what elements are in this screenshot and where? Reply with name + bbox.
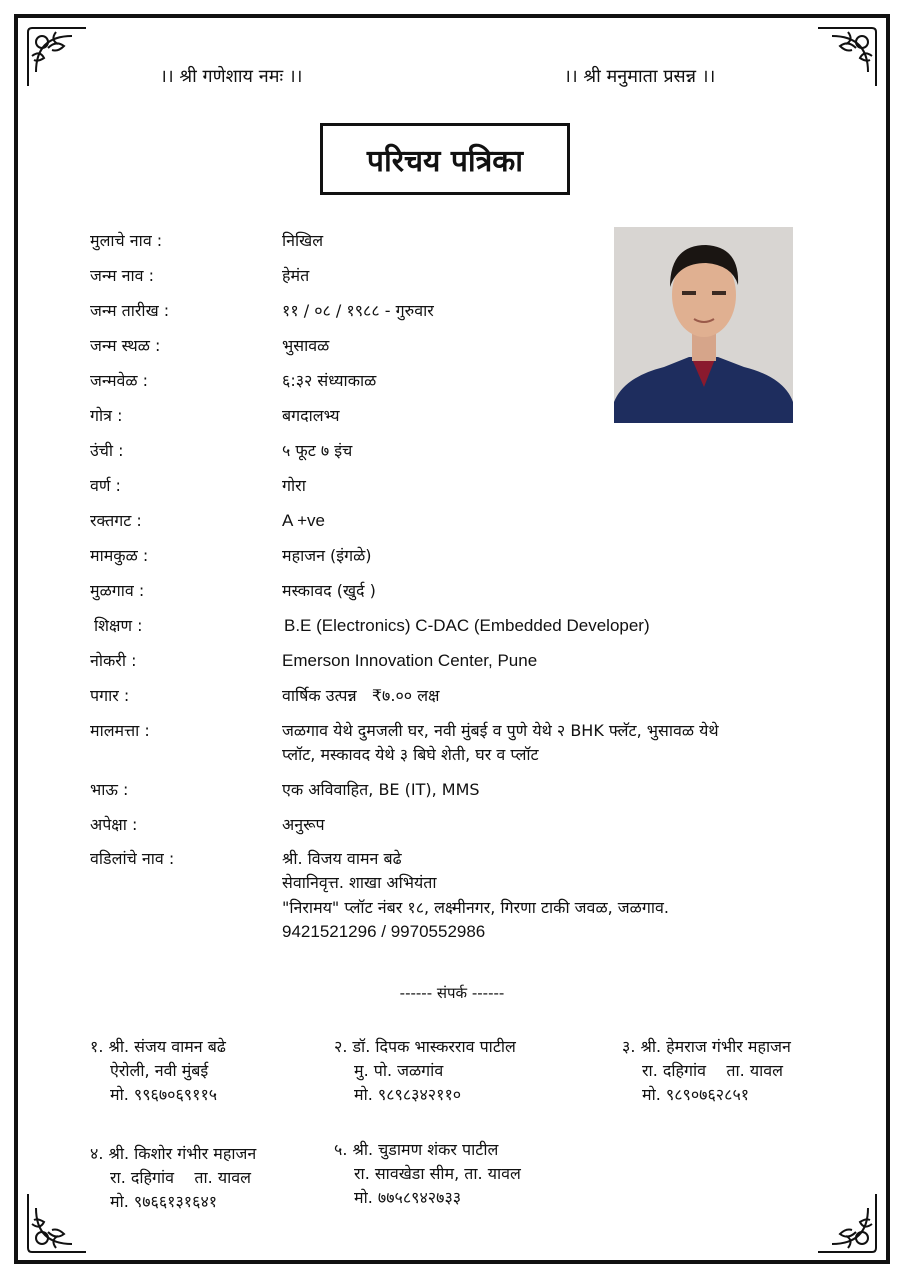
- contact-name: ४. श्री. किशोर गंभीर महाजन: [90, 1144, 257, 1163]
- detail-label: उंची :: [90, 441, 124, 460]
- detail-label: रक्तगट :: [90, 511, 142, 530]
- contact-phone: मो. ९८९८३४२११०: [354, 1085, 462, 1104]
- detail-value: एक अविवाहित, BE (IT), MMS: [282, 780, 480, 799]
- detail-label: शिक्षण :: [94, 616, 143, 635]
- detail-value: ६:३२ संध्याकाळ: [282, 371, 377, 390]
- detail-value: Emerson Innovation Center, Pune: [282, 651, 538, 670]
- detail-label: भाऊ :: [90, 780, 129, 799]
- page-title: परिचय पत्रिका: [320, 123, 570, 195]
- contact-phone: मो. ९८९०७६२८५१: [642, 1085, 750, 1104]
- contact-name: १. श्री. संजय वामन बढे: [90, 1037, 226, 1056]
- father-phones: 9421521296 / 9970552986: [282, 922, 486, 941]
- detail-value: गोरा: [282, 476, 306, 495]
- contact-place: ऐरोली, नवी मुंबई: [110, 1061, 209, 1080]
- detail-label: मामकुळ :: [90, 546, 149, 565]
- contact-item: [334, 1035, 516, 1107]
- contact-item: [622, 1035, 791, 1107]
- contact-place: रा. दहिगांव ता. यावल: [110, 1168, 251, 1187]
- detail-value: B.E (Electronics) C-DAC (Embedded Developer): [284, 616, 650, 635]
- corner-ornament-icon: [812, 22, 882, 92]
- blessing-left: ।। श्री गणेशाय नमः ।।: [160, 66, 303, 87]
- contact-phone: मो. ९७६६१३१६४१: [110, 1192, 218, 1211]
- detail-value: महाजन (इंगळे): [282, 546, 372, 565]
- father-name: श्री. विजय वामन बढे: [282, 849, 402, 868]
- detail-value: ५ फूट ७ इंच: [282, 441, 353, 460]
- detail-label: जन्मवेळ :: [90, 371, 149, 390]
- detail-value: अनुरूप: [282, 815, 325, 834]
- blessing-right: ।। श्री मनुमाता प्रसन्न ।।: [564, 66, 716, 87]
- contact-item: [90, 1035, 226, 1107]
- contact-heading: ------ संपर्क ------: [399, 984, 505, 1002]
- detail-label: मुलाचे नाव :: [90, 231, 163, 250]
- contact-name: ५. श्री. चुडामण शंकर पाटील: [334, 1140, 499, 1159]
- contact-place: रा. सावखेडा सीम, ता. यावल: [354, 1164, 521, 1183]
- profile-photo: [614, 227, 793, 423]
- detail-label: वडिलांचे नाव :: [90, 849, 175, 868]
- detail-label: अपेक्षा :: [90, 815, 138, 834]
- corner-ornament-icon: [812, 1188, 882, 1258]
- contact-name: २. डॉ. दिपक भास्करराव पाटील: [334, 1037, 516, 1056]
- father-address: "निरामय" प्लॉट नंबर १८, लक्ष्मीनगर, गिरणा टाकी जवळ, जळगाव.: [282, 898, 669, 917]
- corner-ornament-icon: [22, 22, 92, 92]
- contact-place: मु. पो. जळगांव: [354, 1061, 444, 1080]
- detail-label: जन्म नाव :: [90, 266, 155, 285]
- detail-label: मालमत्ता :: [90, 721, 150, 740]
- detail-label: पगार :: [90, 686, 130, 705]
- detail-value: मस्कावद (खुर्द ): [282, 581, 376, 600]
- property-line: प्लॉट, मस्कावद येथे ३ बिघे शेती, घर व प्लॉट: [282, 745, 539, 764]
- property-line: जळगाव येथे दुमजली घर, नवी मुंबई व पुणे येथे २ BHK फ्लॅट, भुसावळ येथे: [282, 721, 719, 740]
- detail-label: नोकरी :: [90, 651, 137, 670]
- corner-ornament-icon: [22, 1188, 92, 1258]
- detail-value: A +ve: [282, 511, 326, 530]
- detail-value: ११ / ०८ / १९८८ - गुरुवार: [282, 301, 434, 320]
- contact-place: रा. दहिगांव ता. यावल: [642, 1061, 783, 1080]
- detail-value: वार्षिक उत्पन्न ₹७.०० लक्ष: [282, 686, 440, 705]
- contact-phone: मो. ७७५८९४२७३३: [354, 1188, 462, 1207]
- detail-value: भुसावळ: [282, 336, 330, 355]
- father-occupation: सेवानिवृत्त. शाखा अभियंता: [282, 873, 437, 892]
- detail-value: निखिल: [282, 231, 324, 250]
- detail-label: वर्ण :: [90, 476, 121, 495]
- contact-name: ३. श्री. हेमराज गंभीर महाजन: [622, 1037, 791, 1056]
- detail-value: बगदालभ्य: [282, 406, 340, 425]
- contact-item: [90, 1142, 256, 1214]
- contact-item: [334, 1138, 521, 1210]
- detail-label: मुळगाव :: [90, 581, 145, 600]
- contact-phone: मो. ९९६७०६९११५: [110, 1085, 218, 1104]
- detail-label: गोत्र :: [90, 406, 123, 425]
- detail-value: हेमंत: [282, 266, 310, 285]
- detail-label: जन्म तारीख :: [90, 301, 170, 320]
- detail-label: जन्म स्थळ :: [90, 336, 161, 355]
